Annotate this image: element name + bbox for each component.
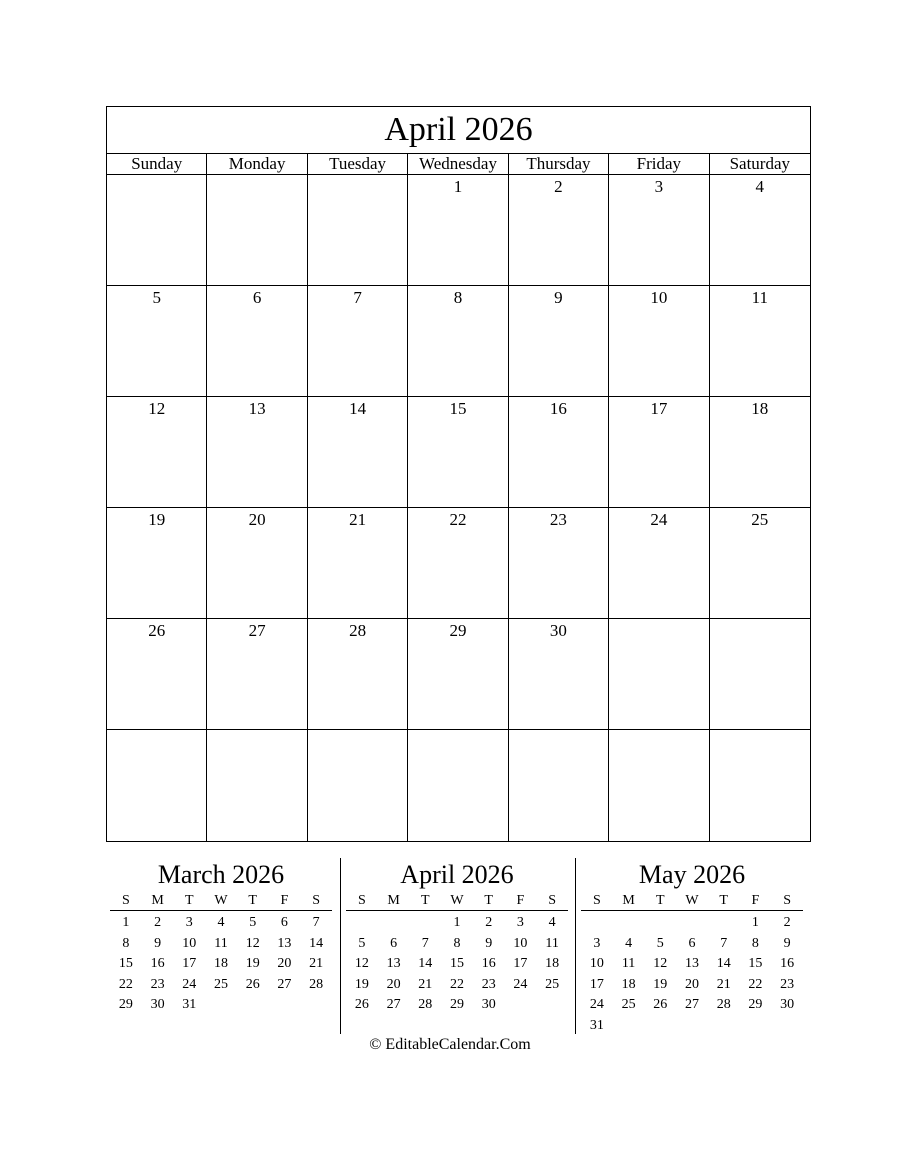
mini-day: 18 [213, 956, 228, 972]
mini-day: 4 [548, 915, 556, 930]
mini-day [205, 995, 237, 1016]
mini-day: 25 [213, 976, 228, 992]
mini-day [708, 1016, 740, 1037]
mini-day [346, 913, 378, 934]
mini-weekday-label: W [214, 893, 228, 908]
weekday-label: Sunday [107, 154, 207, 174]
month-calendar [106, 106, 811, 842]
mini-day: 16 [780, 956, 795, 972]
mini-day: 21 [418, 976, 433, 992]
day-cell[interactable]: 7 [308, 286, 408, 397]
mini-day [613, 913, 645, 934]
mini-day: 27 [386, 997, 401, 1013]
day-cell[interactable] [308, 175, 408, 286]
mini-day: 15 [449, 956, 464, 972]
mini-day: 28 [716, 997, 731, 1013]
mini-day: 1 [751, 915, 759, 930]
mini-weekday-label: T [185, 893, 194, 908]
mini-day: 4 [625, 935, 633, 951]
mini-day [300, 995, 332, 1016]
mini-day: 8 [122, 935, 130, 951]
mini-day: 24 [513, 976, 528, 992]
mini-day: 19 [245, 956, 260, 972]
mini-day: 5 [358, 935, 366, 951]
mini-day: 26 [354, 997, 369, 1013]
mini-weekday-label: M [622, 893, 635, 908]
day-cell[interactable]: 28 [308, 619, 408, 730]
day-cell[interactable]: 12 [107, 397, 207, 508]
day-cell[interactable]: 8 [408, 286, 508, 397]
mini-day: 12 [354, 956, 369, 972]
mini-weekday-header [581, 892, 803, 911]
mini-day: 7 [421, 935, 429, 951]
mini-day: 20 [277, 956, 292, 972]
day-cell[interactable]: 17 [609, 397, 709, 508]
mini-weekday-label: S [312, 893, 321, 908]
weekday-header-row [107, 154, 810, 175]
mini-day [378, 913, 410, 934]
mini-day: 11 [621, 956, 636, 972]
divider [575, 858, 576, 1034]
day-cell[interactable]: 2 [509, 175, 609, 286]
mini-day: 29 [748, 997, 763, 1013]
mini-day-grid [581, 911, 803, 1037]
mini-day: 14 [716, 956, 731, 972]
mini-day [505, 995, 537, 1016]
day-cell[interactable] [710, 730, 810, 841]
weekday-label: Saturday [729, 154, 790, 173]
mini-day: 23 [481, 976, 496, 992]
mini-day [409, 913, 441, 934]
mini-weekday-label: S [592, 893, 601, 908]
mini-day [613, 1016, 645, 1037]
mini-title: May 2026 [638, 860, 746, 889]
mini-day: 19 [653, 976, 668, 992]
mini-day-grid [110, 911, 332, 1016]
mini-weekday-label: T [248, 893, 257, 908]
mini-day [708, 913, 740, 934]
day-cell[interactable]: 27 [207, 619, 307, 730]
day-cell[interactable]: 16 [509, 397, 609, 508]
day-cell[interactable]: 13 [207, 397, 307, 508]
weekday-label: Tuesday [308, 154, 408, 174]
mini-weekday-label: M [387, 893, 400, 908]
mini-calendar-may [581, 858, 803, 1037]
day-cell[interactable]: 3 [609, 175, 709, 286]
day-cell[interactable]: 5 [107, 286, 207, 397]
mini-day [740, 1016, 772, 1037]
mini-day: 12 [245, 935, 260, 951]
mini-day: 30 [150, 997, 165, 1013]
mini-day: 26 [245, 976, 260, 992]
mini-day: 23 [150, 976, 165, 992]
mini-day: 6 [688, 935, 696, 951]
mini-day: 9 [154, 935, 162, 951]
day-cell[interactable] [609, 619, 709, 730]
day-cell[interactable]: 23 [509, 508, 609, 619]
mini-day: 13 [386, 956, 401, 972]
mini-day: 2 [783, 915, 791, 930]
weekday-label: Wednesday [408, 154, 508, 174]
mini-day: 17 [513, 956, 528, 972]
mini-day: 31 [589, 1017, 604, 1033]
mini-weekday-label: M [151, 893, 164, 908]
mini-weekday-label: W [450, 893, 464, 908]
mini-day [676, 913, 708, 934]
mini-day: 21 [309, 956, 324, 972]
mini-day: 29 [118, 997, 133, 1013]
mini-day: 25 [545, 976, 560, 992]
day-cell[interactable]: 15 [408, 397, 508, 508]
mini-day: 11 [214, 935, 228, 951]
mini-day: 8 [453, 935, 461, 951]
mini-weekday-label: S [357, 893, 366, 908]
day-cell[interactable]: 10 [609, 286, 709, 397]
mini-day: 31 [182, 997, 197, 1013]
day-cell[interactable] [207, 175, 307, 286]
mini-day: 10 [182, 935, 197, 951]
mini-weekday-label: F [280, 893, 289, 908]
mini-day: 5 [656, 935, 664, 951]
mini-day [644, 913, 676, 934]
mini-day: 3 [185, 915, 193, 930]
mini-day: 24 [589, 997, 604, 1013]
day-cell[interactable]: 9 [509, 286, 609, 397]
mini-day: 15 [118, 956, 133, 972]
mini-day: 1 [453, 915, 461, 930]
mini-day: 6 [280, 915, 288, 930]
mini-day: 15 [748, 956, 763, 972]
divider [340, 858, 341, 1034]
mini-day: 2 [485, 915, 493, 930]
mini-day [237, 995, 269, 1016]
mini-weekday-label: S [548, 893, 557, 908]
mini-day [676, 1016, 708, 1037]
day-cell[interactable]: 26 [107, 619, 207, 730]
mini-weekday-header [110, 892, 332, 911]
mini-day: 28 [418, 997, 433, 1013]
mini-day: 20 [386, 976, 401, 992]
mini-day: 14 [418, 956, 433, 972]
mini-day [269, 995, 301, 1016]
mini-day: 18 [621, 976, 636, 992]
mini-day: 3 [516, 915, 524, 930]
day-cell[interactable]: 14 [308, 397, 408, 508]
mini-day: 9 [783, 935, 791, 951]
mini-day: 24 [182, 976, 197, 992]
mini-day: 14 [309, 935, 324, 951]
day-cell[interactable]: 6 [207, 286, 307, 397]
mini-weekday-label: F [516, 893, 525, 908]
mini-day: 5 [249, 915, 257, 930]
mini-day: 18 [545, 956, 560, 972]
day-cell[interactable]: 24 [609, 508, 709, 619]
mini-day: 12 [653, 956, 668, 972]
day-cell[interactable]: 19 [107, 508, 207, 619]
mini-day: 13 [277, 935, 292, 951]
mini-day: 3 [593, 935, 601, 951]
mini-day: 30 [780, 997, 795, 1013]
mini-weekday-label: T [421, 893, 430, 908]
day-cell[interactable]: 29 [408, 619, 508, 730]
mini-day: 7 [312, 915, 320, 930]
mini-day: 16 [150, 956, 165, 972]
mini-day: 28 [309, 976, 324, 992]
weekday-label: Thursday [509, 154, 609, 174]
mini-day: 10 [589, 956, 604, 972]
mini-day [771, 1016, 803, 1037]
mini-weekday-label: T [719, 893, 728, 908]
month-title: April 2026 [107, 107, 810, 154]
mini-day: 20 [684, 976, 699, 992]
mini-day: 4 [217, 915, 225, 930]
mini-day: 22 [449, 976, 464, 992]
mini-day: 25 [621, 997, 636, 1013]
mini-day: 21 [716, 976, 731, 992]
mini-weekday-label: T [656, 893, 665, 908]
mini-day: 6 [390, 935, 398, 951]
mini-day: 16 [481, 956, 496, 972]
day-cell[interactable] [107, 730, 207, 841]
mini-title: April 2026 [400, 860, 514, 889]
mini-day: 22 [748, 976, 763, 992]
mini-day: 23 [780, 976, 795, 992]
day-grid [107, 175, 810, 841]
day-cell[interactable]: 21 [308, 508, 408, 619]
day-cell[interactable] [609, 730, 709, 841]
mini-day: 8 [751, 935, 759, 951]
mini-day-grid [346, 911, 568, 1016]
mini-day [644, 1016, 676, 1037]
mini-weekday-label: S [121, 893, 130, 908]
mini-day: 26 [653, 997, 668, 1013]
mini-day: 9 [485, 935, 493, 951]
day-cell[interactable]: 20 [207, 508, 307, 619]
mini-day [581, 913, 613, 934]
copyright-footer: © EditableCalendar.Com [369, 1036, 531, 1053]
mini-weekday-label: W [685, 893, 699, 908]
day-cell[interactable] [308, 730, 408, 841]
day-cell[interactable]: 22 [408, 508, 508, 619]
mini-weekday-label: F [751, 893, 760, 908]
mini-day: 10 [513, 935, 528, 951]
mini-day: 29 [449, 997, 464, 1013]
day-cell[interactable] [509, 730, 609, 841]
day-cell[interactable]: 11 [710, 286, 810, 397]
mini-day: 2 [154, 915, 162, 930]
mini-day: 27 [277, 976, 292, 992]
mini-day: 7 [720, 935, 728, 951]
mini-title: March 2026 [157, 860, 285, 889]
mini-day: 1 [122, 915, 130, 930]
day-cell[interactable]: 18 [710, 397, 810, 508]
mini-day: 27 [684, 997, 699, 1013]
mini-day: 30 [481, 997, 496, 1013]
day-cell[interactable] [107, 175, 207, 286]
day-cell[interactable]: 1 [408, 175, 508, 286]
mini-weekday-header [346, 892, 568, 911]
mini-day [536, 995, 568, 1016]
day-cell[interactable] [710, 619, 810, 730]
mini-calendar-april [346, 858, 568, 1016]
mini-day: 22 [118, 976, 133, 992]
mini-calendar-march [110, 858, 332, 1016]
weekday-label: Monday [207, 154, 307, 174]
mini-weekday-label: T [484, 893, 493, 908]
weekday-label: Friday [609, 154, 709, 174]
day-cell[interactable]: 25 [710, 508, 810, 619]
day-cell[interactable]: 4 [710, 175, 810, 286]
mini-day: 17 [589, 976, 604, 992]
mini-day: 19 [354, 976, 369, 992]
mini-day: 13 [684, 956, 699, 972]
day-cell[interactable] [207, 730, 307, 841]
mini-day: 11 [545, 935, 559, 951]
mini-day: 17 [182, 956, 197, 972]
day-cell[interactable]: 30 [509, 619, 609, 730]
day-cell[interactable] [408, 730, 508, 841]
mini-weekday-label: S [783, 893, 792, 908]
